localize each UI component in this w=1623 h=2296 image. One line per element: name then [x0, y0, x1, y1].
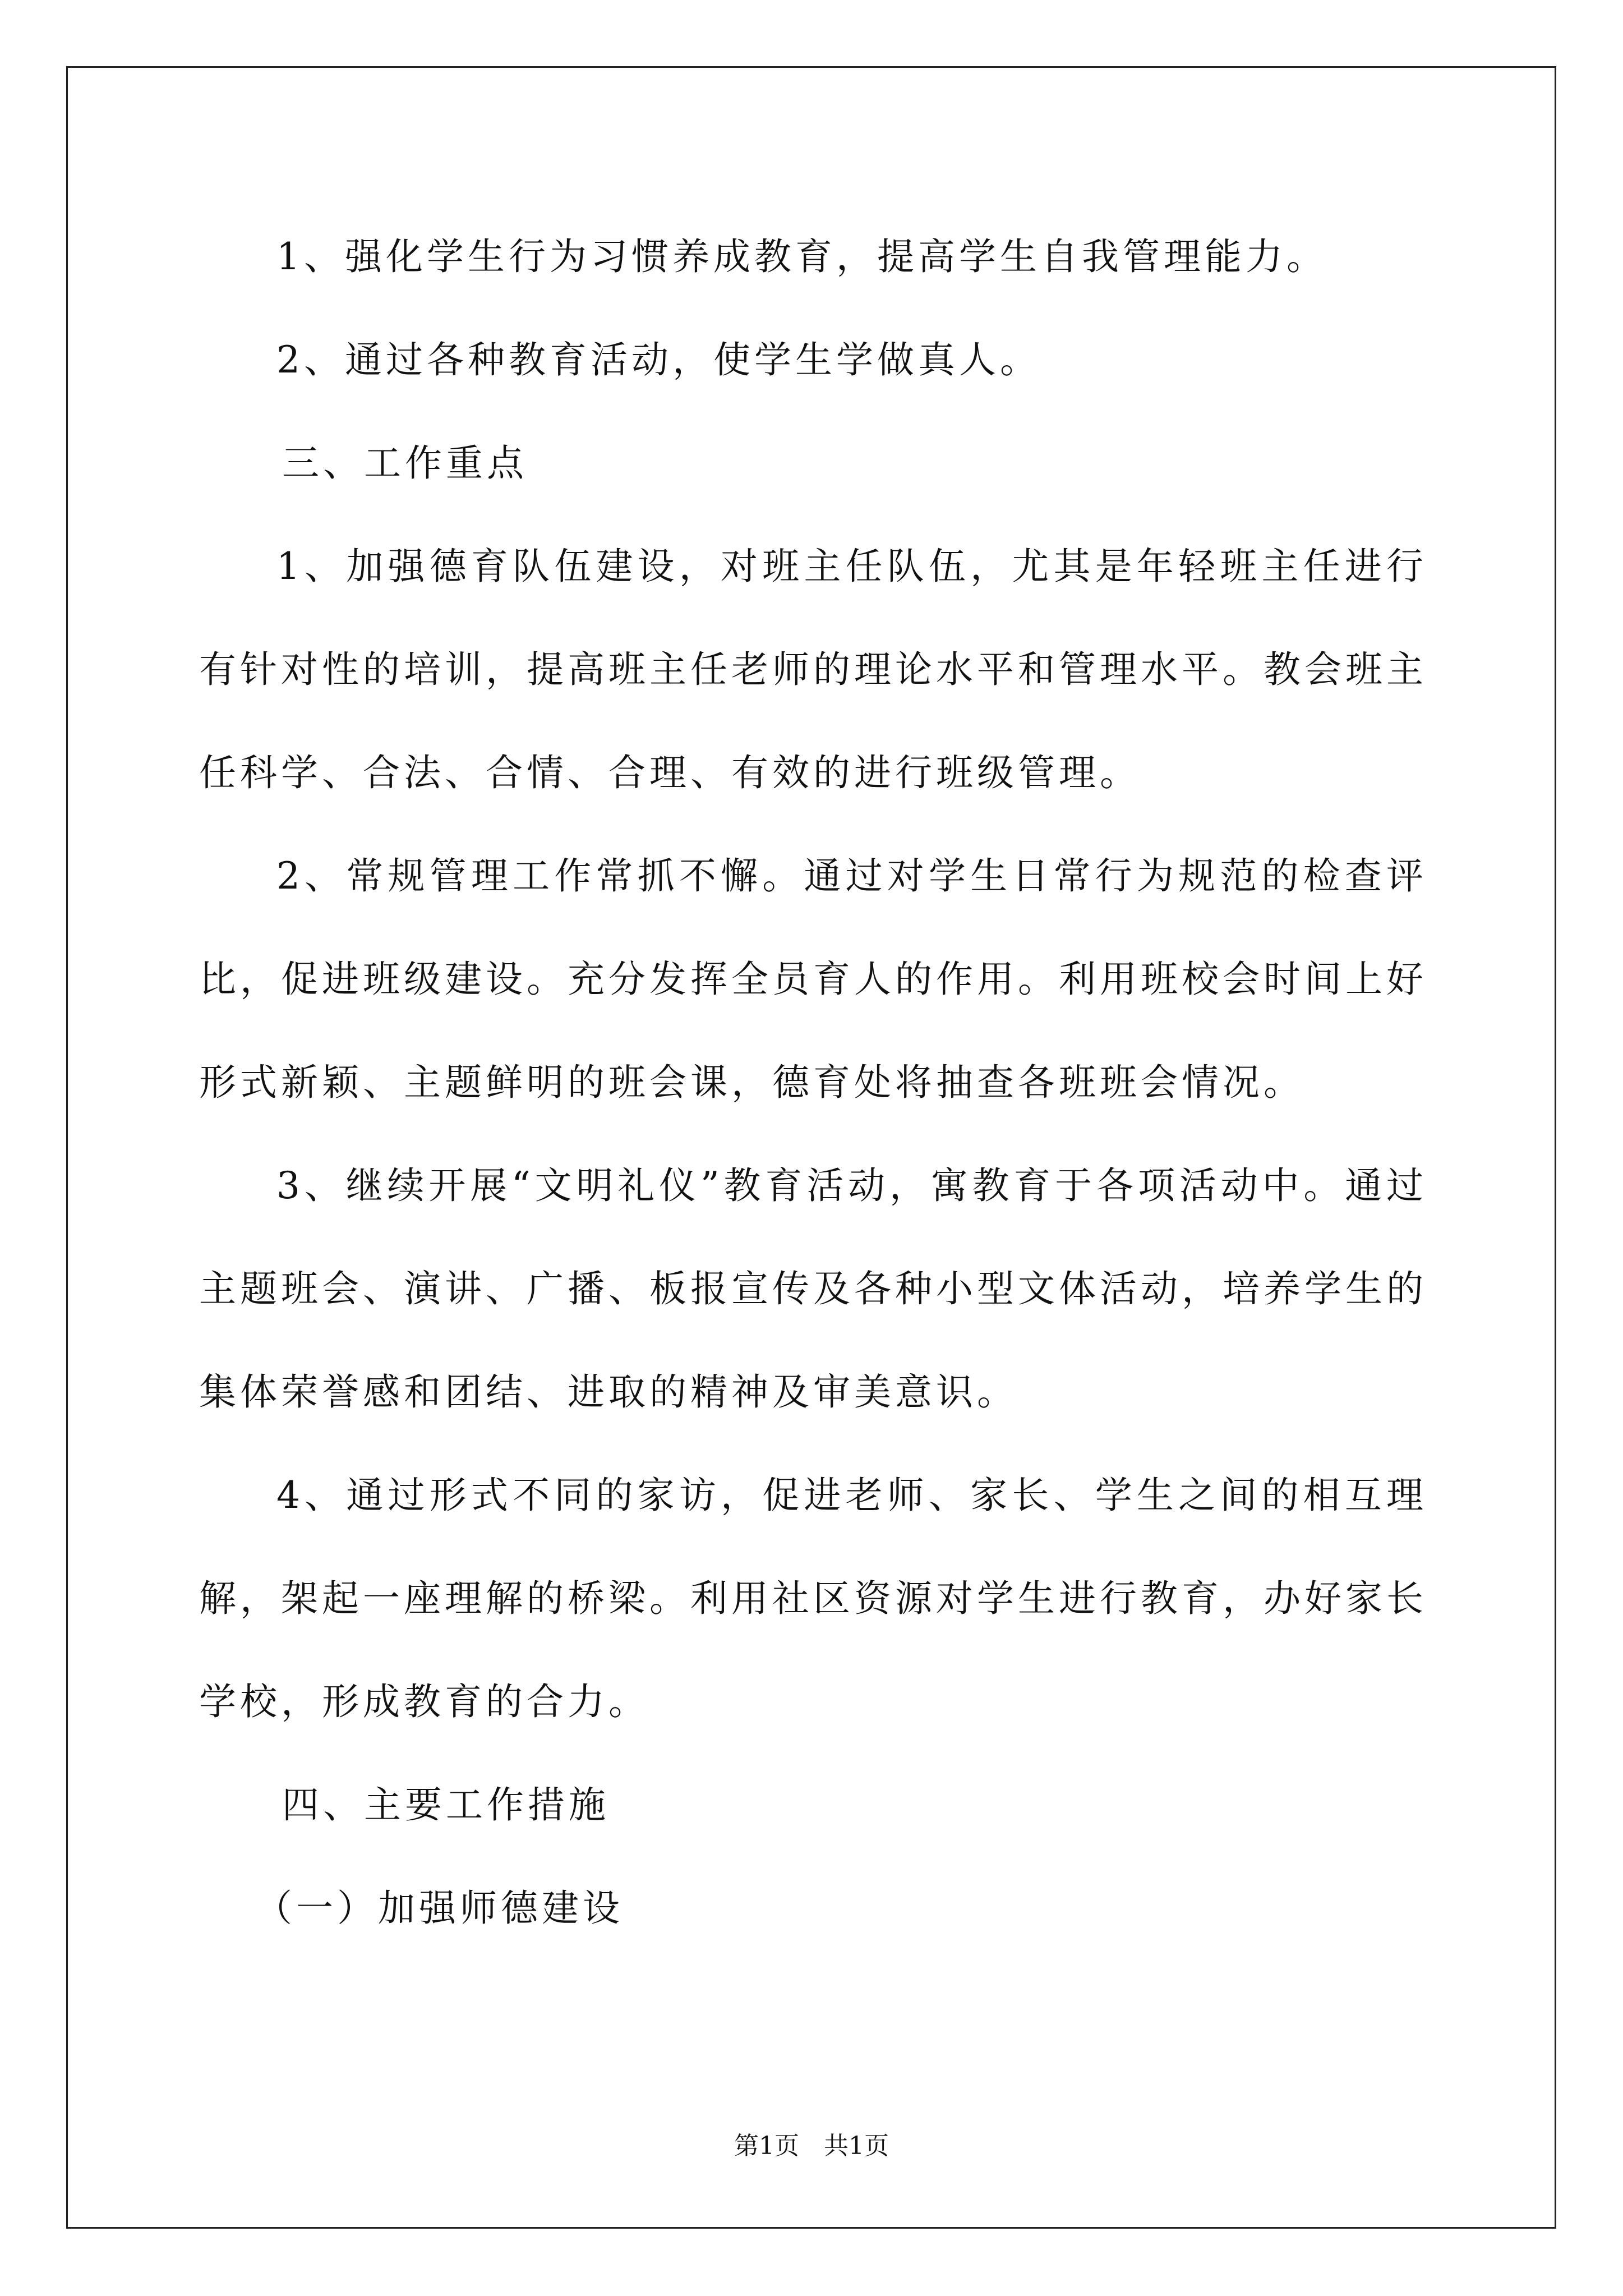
paragraph-focus-3: 3、继续开展“文明礼仪”教育活动，寓教育于各项活动中。通过主题班会、演讲、广播、板报宣传及各种小型文体活动，培养学生的集体荣誉感和团结、进取的精神及审美意识。: [199, 1164, 1427, 1414]
section-heading-measures: 四、主要工作措施: [282, 1783, 610, 1826]
document-body: [199, 205, 1427, 1960]
paragraph-goal-1: 1、强化学生行为习惯养成教育，提高学生自我管理能力。: [276, 235, 1327, 278]
page-number-footer: 第1页 共1页: [734, 2132, 889, 2160]
paragraph-focus-4: 4、通过形式不同的家访，促进老师、家长、学生之间的相互理解，架起一座理解的桥梁。利用社区资源对学生进行教育，办好家长学校，形成教育的合力。: [199, 1474, 1427, 1723]
paragraph-focus-1: 1、加强德育队伍建设，对班主任队伍，尤其是年轻班主任进行有针对性的培训，提高班主任老师的理论水平和管理水平。教会班主任科学、合法、合情、合理、有效的进行班级管理。: [199, 545, 1427, 794]
section-heading-work-focus: 三、工作重点: [282, 441, 528, 485]
paragraph-focus-2: 2、常规管理工作常抓不懈。通过对学生日常行为规范的检查评比，促进班级建设。充分发挥全员育人的作用。利用班校会时间上好形式新颖、主题鲜明的班会课，德育处将抽查各班班会情况。: [199, 854, 1427, 1104]
subsection-heading-teacher-ethics: （一）加强师德建设: [255, 1887, 624, 1930]
paragraph-goal-2: 2、通过各种教育活动，使学生学做真人。: [276, 338, 1041, 381]
